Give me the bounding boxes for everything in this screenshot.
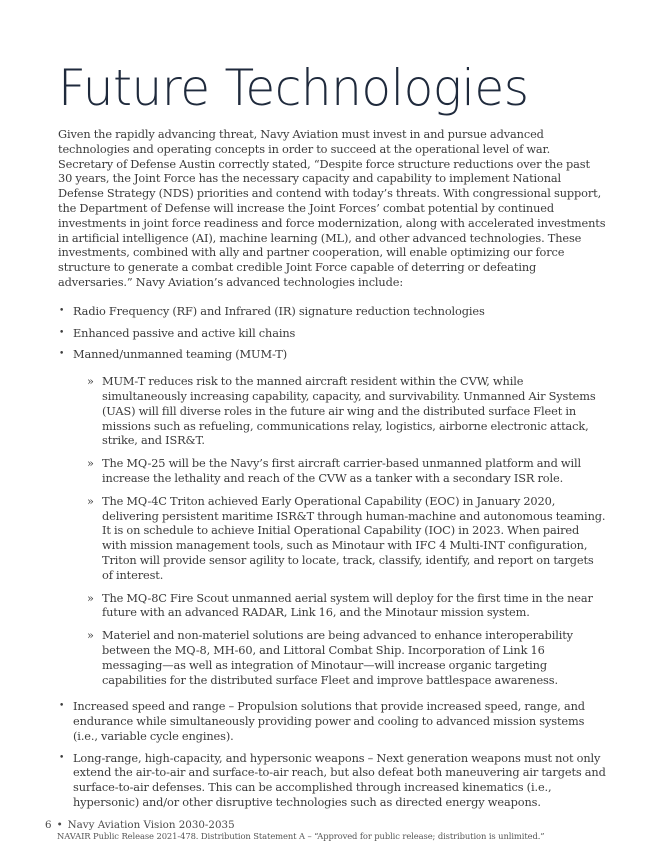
publication-title: Navy Aviation Vision 2030-2035 xyxy=(67,819,235,831)
page-footer xyxy=(45,820,544,842)
double-chevron-icon: » xyxy=(87,493,94,508)
double-chevron-icon: » xyxy=(87,628,94,643)
double-chevron-icon: » xyxy=(87,590,94,605)
sub-list-item xyxy=(73,591,606,621)
sub-list-item xyxy=(73,456,606,486)
page-title: Future Technologies xyxy=(58,59,529,117)
sub-list-item-text: The MQ-4C Triton achieved Early Operational Capability (EOC) in January 2020, delivering persistent maritime ISR&T through human-machine and autonomous teaming. It is on schedule to achieve Initial Operational Capability (IOC) in 2023. When paired with mission management tools, such as Minotaur with IFC 4 Multi-INT configuration, Triton will provide sensor agility to locate, track, classify, identify, and report on targets of interest. xyxy=(102,493,606,582)
bullet-icon: • xyxy=(59,349,65,360)
list-item-text: Radio Frequency (RF) and Infrared (IR) signature reduction technologies xyxy=(73,303,485,318)
intro-paragraph: Given the rapidly advancing threat, Navy Aviation must invest in and pursue advanced technologies and operating concepts in order to succeed at the operational level of war. Secretary of Defense Austin correctly stated, “Despite force structure reductions over the past 30 years, the Joint Force has the necessary capacity and capability to implement National Defense Strategy (NDS) priorities and contend with today’s threats. With congressional support, the Department of Defense will increase the Joint Forces’ combat potential by continued investments in joint force readiness and force modernization, along with accelerated investments in artificial intelligence (AI), machine learning (ML), and other advanced technologies. These investments, combined with ally and partner cooperation, will enable optimizing our force structure to generate a combat credible Joint Force capable of deterring or defeating adversaries.” Navy Aviation’s advanced technologies include: xyxy=(58,127,606,289)
release-statement: NAVAIR Public Release 2021-478. Distribution Statement A – “Approved for public release; distribution is unlimited.” xyxy=(57,831,545,841)
footer-separator: • xyxy=(56,819,63,831)
bullet-icon: • xyxy=(59,701,65,712)
sub-list-item-text: MUM-T reduces risk to the manned aircraft resident within the CVW, while simultaneously increasing capability, capacity, and survivability. Unmanned Air Systems (UAS) will fill diverse roles in the future air wing and the distributed surface Fleet in missions such as refueling, communications relay, logistics, airborne electronic attack, strike, and ISR&T. xyxy=(102,374,596,448)
list-item-text: Increased speed and range – Propulsion solutions that provide increased speed, range, and endurance while simultaneously providing power and cooling to advanced mission systems (i.e., variable cycle engines). xyxy=(73,699,585,743)
list-item-text: Enhanced passive and active kill chains xyxy=(73,325,296,340)
page-number: 6 xyxy=(45,819,52,831)
double-chevron-icon: » xyxy=(87,456,94,471)
double-chevron-icon: » xyxy=(87,374,94,389)
footer-title-row xyxy=(45,820,544,831)
list-item-text: Manned/unmanned teaming (MUM-T) xyxy=(73,347,288,362)
list-item xyxy=(58,326,606,341)
sub-list-item xyxy=(73,374,606,448)
sub-list-item xyxy=(73,628,606,687)
sub-list-item-text: The MQ-25 will be the Navy’s first aircraft carrier-based unmanned platform and will increase the lethality and reach of the CVW as a tanker with a secondary ISR role. xyxy=(102,456,582,485)
list-item xyxy=(58,304,606,319)
sub-list-item xyxy=(73,494,606,583)
sub-list-item-text: The MQ-8C Fire Scout unmanned aerial system will deploy for the first time in the near future with an advanced RADAR, Link 16, and the Minotaur mission system. xyxy=(102,590,593,620)
bullet-icon: • xyxy=(59,305,65,316)
list-item xyxy=(58,751,606,810)
sub-list-item-text: Materiel and non-materiel solutions are being advanced to enhance interoperability between the MQ-8, MH-60, and Littoral Combat Ship. Incorporation of Link 16 messaging—as well as integration of Minotaur—will increase organic targeting capabilities for the distributed surface Fleet and improve battlespace awareness. xyxy=(102,628,573,687)
list-item xyxy=(58,699,606,743)
bullet-icon: • xyxy=(59,752,65,763)
page-content xyxy=(58,127,606,817)
technology-list xyxy=(58,304,606,810)
mum-t-sublist xyxy=(73,374,606,687)
list-item xyxy=(58,347,606,687)
bullet-icon: • xyxy=(59,327,65,338)
list-item-text: Long-range, high-capacity, and hypersonic weapons – Next generation weapons must not only extend the air-to-air and surface-to-air reach, but also defeat both maneuvering air targets and surface-to-air defenses. This can be accomplished through increased kinematics (i.e., hypersonic) and/or other disruptive technologies such as directed energy weapons. xyxy=(73,750,606,810)
